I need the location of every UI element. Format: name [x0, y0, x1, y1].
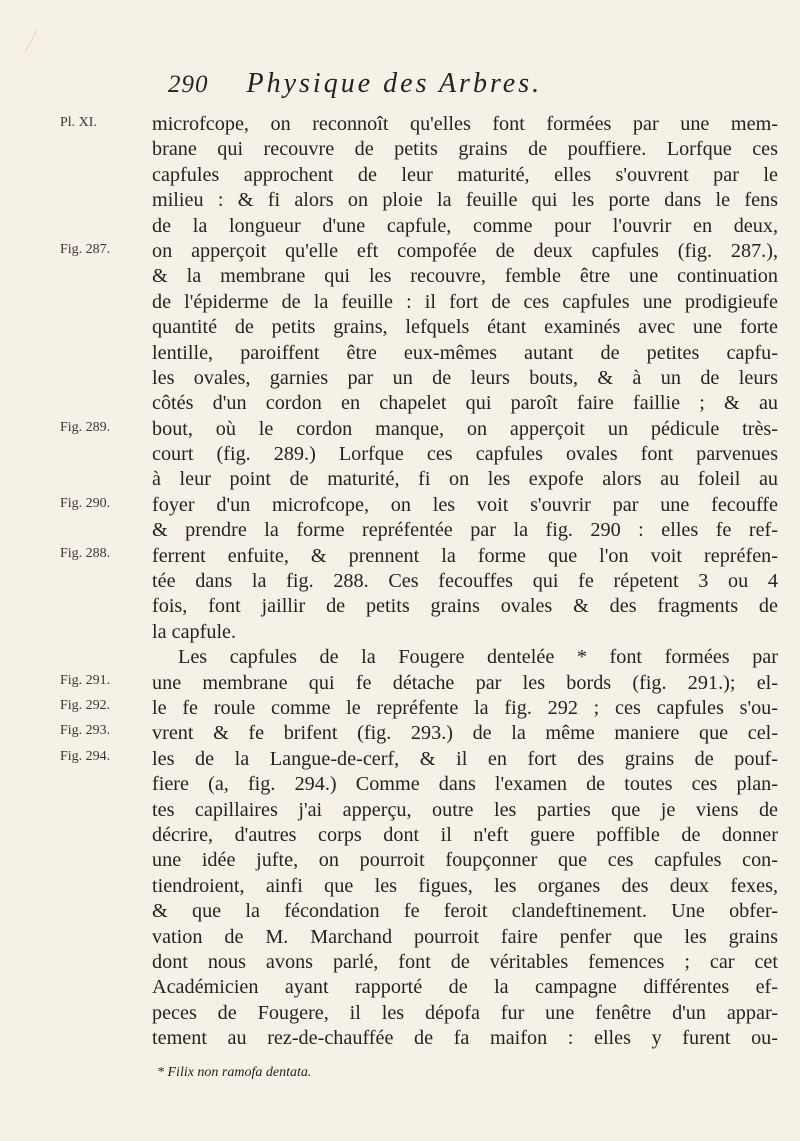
text-line: peces de Fougere, il les dépofa fur une fenêtre d'un appar-: [152, 1001, 778, 1024]
text-line: à leur point de maturité, fi on les expofe alors au foleil au: [152, 468, 778, 491]
text-line: le fe roule comme le repréfente la fig. 292 ; ces capfules s'ou-: [152, 696, 778, 719]
text-line: ferrent enfuite, & prennent la forme que l'on voit repréfen-: [152, 544, 778, 567]
running-title: Physique des Arbres.: [246, 68, 543, 99]
margin-note-fig-289: Fig. 289.: [60, 420, 111, 435]
text-line: vrent & fe brifent (fig. 293.) de la même maniere que cel-: [152, 722, 778, 745]
page-number: 290: [168, 71, 209, 98]
text-line: Les capfules de la Fougere dentelée * font formées par: [178, 646, 778, 669]
text-line: fois, font jaillir de petits grains ovales & des fragments de: [152, 595, 778, 618]
margin-note-plate: Pl. XI.: [60, 115, 97, 130]
margin-note-fig-288: Fig. 288.: [60, 546, 111, 561]
text-line: capfules approchent de leur maturité, elles s'ouvrent par le: [152, 163, 778, 186]
text-line: & prendre la forme repréfentée par la fig. 290 : elles fe ref-: [152, 519, 778, 542]
body-text: [152, 112, 778, 1051]
text-line: bout, où le cordon manque, on apperçoit un pédicule très-: [152, 417, 778, 440]
margin-note-fig-293: Fig. 293.: [60, 723, 111, 738]
text-line: lentille, paroiffent être eux-mêmes autant de petites capfu-: [152, 341, 778, 364]
text-line: une membrane qui fe détache par les bords (fig. 291.); el-: [152, 671, 778, 694]
text-line: côtés d'un cordon en chapelet qui paroît faire faillie ; & au: [152, 392, 778, 415]
text-line: milieu : & fi alors on ploie la feuille qui les porte dans le fens: [152, 189, 778, 212]
text-line: court (fig. 289.) Lorfque ces capfules ovales font parvenues: [152, 443, 778, 466]
text-line: tement au rez-de-chauffée de fa maifon : elles y furent ou-: [152, 1027, 778, 1050]
margin-note-fig-287: Fig. 287.: [60, 242, 111, 257]
text-line: & que la fécondation fe feroit clandeftinement. Une obfer-: [152, 900, 778, 923]
margin-note-fig-292: Fig. 292.: [60, 698, 111, 713]
text-line: fiere (a, fig. 294.) Comme dans l'examen de toutes ces plan-: [152, 773, 778, 796]
text-line: tée dans la fig. 288. Ces fecouffes qui fe répetent 3 ou 4: [152, 570, 778, 593]
text-line: microfcope, on reconnoît qu'elles font formées par une mem-: [152, 113, 778, 135]
text-line: on apperçoit qu'elle eft compofée de deux capfules (fig. 287.),: [152, 239, 778, 262]
text-line: dont nous avons parlé, font de véritables femences ; car cet: [152, 950, 778, 973]
text-line: tes capillaires j'ai apperçu, outre les parties que je viens de: [152, 798, 778, 821]
text-line: tiendroient, ainfi que les figues, les organes des deux fexes,: [152, 874, 778, 897]
text-line: brane qui recouvre de petits grains de pouffiere. Lorfque ces: [152, 138, 778, 161]
text-line: de la longueur d'une capfule, comme pour l'ouvrir en deux,: [152, 214, 778, 237]
text-line: & la membrane qui les recouvre, femble être une continuation: [152, 265, 778, 288]
page-mark: [24, 29, 44, 56]
text-line: la capfule.: [152, 620, 237, 643]
text-line: décrire, d'autres corps dont il n'eft guere poffible de donner: [152, 823, 778, 846]
page-header: [168, 68, 542, 108]
margin-note-fig-290: Fig. 290.: [60, 496, 111, 511]
margin-note-fig-294: Fig. 294.: [60, 749, 111, 764]
text-line: les de la Langue-de-cerf, & il en fort des grains de pouf-: [152, 747, 778, 770]
text-line: foyer d'un microfcope, on les voit s'ouvrir par une fecouffe: [152, 493, 778, 516]
text-line: Académicien ayant rapporté de la campagne différentes ef-: [152, 976, 778, 999]
text-line: vation de M. Marchand pourroit faire penfer que les grains: [152, 925, 778, 948]
text-line: quantité de petits grains, lefquels étant examinés avec une forte: [152, 316, 778, 339]
margin-note-fig-291: Fig. 291.: [60, 673, 111, 688]
text-line: une idée jufte, on pourroit foupçonner que ces capfules con-: [152, 849, 778, 872]
text-line: les ovales, garnies par un de leurs bouts, & à un de leurs: [152, 366, 778, 389]
footnote: * Filix non ramofa dentata.: [157, 1065, 312, 1080]
text-line: de l'épiderme de la feuille : il fort de ces capfules une prodigieufe: [152, 290, 778, 313]
